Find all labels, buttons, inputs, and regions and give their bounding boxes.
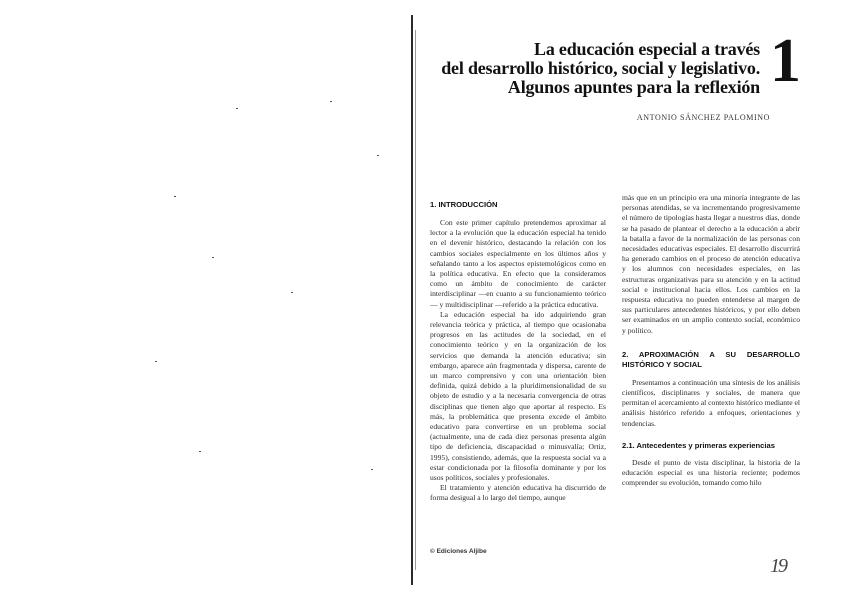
subsection-heading-antecedentes: 2.1. Antecedentes y primeras experiencias	[622, 440, 775, 450]
scan-speck	[212, 257, 214, 258]
scan-speck	[236, 108, 238, 109]
text-column-right	[622, 193, 800, 488]
chapter-title-line-1: La educación especial a través	[534, 39, 760, 59]
scan-speck	[155, 361, 157, 362]
blank-left-page	[0, 0, 410, 599]
body-paragraph: Con este primer capítulo pretendemos aproximar al lector a la evolución que la educación especial ha tenido en el devenir histórico, destacando la relación con los cambios sociales especialmente en los últimos años y señalando tanto a los aspectos epistemológicos como en la política educativa. En efecto que la consideramos como un ámbito de conocimiento de carácter interdisciplinar —en cuanto a su funcionamiento teórico— y multidisciplinar —referido a la práctica educativa.	[430, 218, 606, 309]
page-number: 19	[770, 555, 786, 577]
chapter-title-line-2: del desarrollo histórico, social y legislativo.	[441, 58, 760, 78]
scan-speck	[291, 292, 293, 293]
scan-speck	[371, 469, 373, 470]
page-spine-shadow	[415, 30, 416, 570]
publisher-credit: © Ediciones Aljibe	[430, 548, 487, 555]
scan-speck	[330, 101, 332, 102]
chapter-number: 1	[770, 27, 801, 95]
text-column-left	[430, 200, 606, 504]
page-spine	[411, 15, 413, 585]
scan-speck	[377, 155, 379, 156]
body-paragraph: más que en un principio era una minoría integrante de las personas atendidas, se va incrementando progresivamente el número de tipologías hasta llegar a nuestros días, donde se ha pasado de plantear el derecho a la educación a abrir la batalla a favor de la normalización de las personas con necesidades educativas especiales. El desarrollo discurrirá ha generado cambios en el proceso de atención educativa y los alumnos con necesidades especiales, en las estructuras organizativas para su atención y en la actitud social e institucional hacia ellos. Los cambios en la respuesta educativa no pueden entenderse al margen de sus particulares antecedentes históricos, y por ello deben ser examinados en un amplio contexto social, económico y político.	[622, 193, 800, 335]
body-paragraph: Presentamos a continuación una síntesis de los análisis científicos, disciplinares y sociales, de manera que permitan el acercamiento al contexto histórico mediante el análisis histórico referido a enfoques, orientaciones y tendencias.	[622, 377, 800, 428]
chapter-title	[430, 40, 760, 97]
body-paragraph: El tratamiento y atención educativa ha discurrido de forma desigual a lo largo del tiempo, aunque	[430, 483, 606, 503]
body-paragraph: La educación especial ha ido adquiriendo gran relevancia teórica y práctica, al tiempo que ocasionaba progresos en las actitudes de la sociedad, en el conocimiento teórico y en la organización de los servicios que demanda la atención educativa; sin embargo, aparece aún fragmentada y dispersa, carente de un marco comprensivo y con una orientación bien definida, quizá debido a la pluridimensionalidad de su objeto de estudio y a la necesaria convergencia de otras disciplinas que tienen algo que aportar al respecto. Es más, la problemática que presenta excede el ámbito educativo para convertirse en un problema social (actualmente, una de cada diez personas presenta algún tipo de deficiencia, discapacidad o minusvalía; Ortiz, 1995), consistiendo, además, que la respuesta social va a estar condicionada por la filosofía dominante y por los usos políticos, sociales y profesionales.	[430, 309, 606, 483]
scan-speck	[174, 196, 176, 197]
section-heading-introduccion: 1. INTRODUCCIÓN	[430, 200, 498, 209]
body-paragraph: Desde el punto de vista disciplinar, la historia de la educación especial es una historia reciente; podemos comprender su evolución, tomando como hilo	[622, 457, 800, 488]
chapter-author: ANTONIO SÁNCHEZ PALOMINO	[636, 113, 770, 122]
chapter-title-line-3: Algunos apuntes para la reflexión	[507, 77, 760, 97]
scan-speck	[199, 451, 201, 452]
section-heading-aproximacion: 2. APROXIMACIÓN A SU DESARROLLO HISTÓRICO Y SOCIAL	[622, 349, 800, 369]
